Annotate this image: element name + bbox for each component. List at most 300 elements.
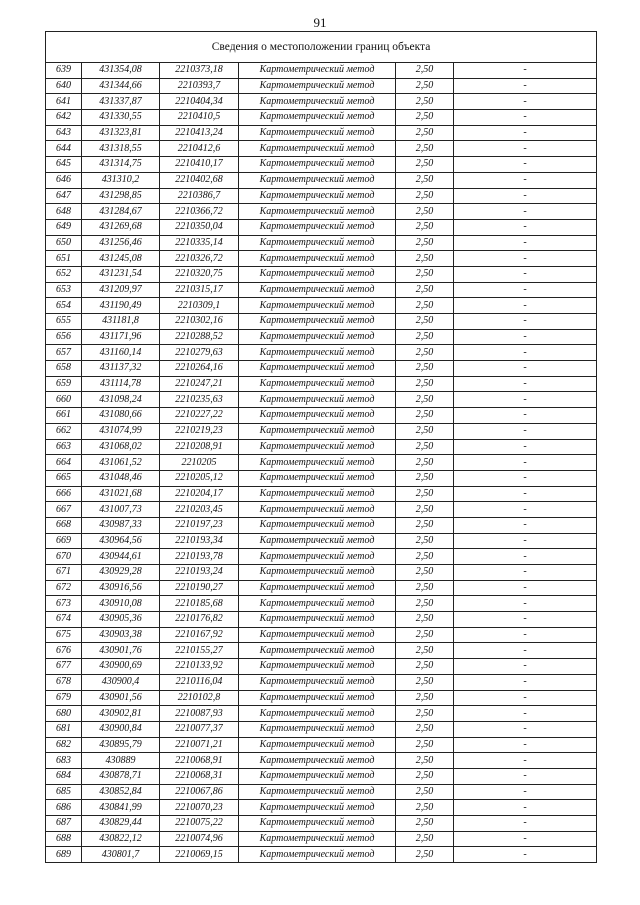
coordinate-y-cell: 2210309,1: [160, 298, 239, 314]
point-number-cell: 639: [46, 63, 82, 79]
point-number-cell: 644: [46, 141, 82, 157]
description-cell: -: [454, 502, 597, 518]
method-cell: Картометрический метод: [239, 251, 396, 267]
table-row: [46, 157, 597, 173]
accuracy-cell: 2,50: [396, 172, 454, 188]
coordinate-x-cell: 430910,08: [82, 596, 160, 612]
point-number-cell: 660: [46, 392, 82, 408]
coordinate-y-cell: 2210204,17: [160, 486, 239, 502]
coordinate-x-cell: 430902,81: [82, 706, 160, 722]
coordinate-y-cell: 2210315,17: [160, 282, 239, 298]
coordinate-y-cell: 2210227,22: [160, 408, 239, 424]
accuracy-cell: 2,50: [396, 643, 454, 659]
coordinate-x-cell: 430929,28: [82, 565, 160, 581]
coordinate-y-cell: 2210205: [160, 455, 239, 471]
description-cell: -: [454, 110, 597, 126]
description-cell: -: [454, 63, 597, 79]
table-row: [46, 298, 597, 314]
coordinate-x-cell: 431231,54: [82, 266, 160, 282]
table-row: [46, 408, 597, 424]
table-row: [46, 361, 597, 377]
method-cell: Картометрический метод: [239, 580, 396, 596]
table-row: [46, 784, 597, 800]
coordinate-x-cell: 430801,7: [82, 847, 160, 863]
method-cell: Картометрический метод: [239, 125, 396, 141]
method-cell: Картометрический метод: [239, 423, 396, 439]
description-cell: -: [454, 361, 597, 377]
method-cell: Картометрический метод: [239, 188, 396, 204]
coordinate-y-cell: 2210335,14: [160, 235, 239, 251]
coordinate-y-cell: 2210247,21: [160, 376, 239, 392]
table-row: [46, 565, 597, 581]
table-row: [46, 235, 597, 251]
coordinate-x-cell: 431074,99: [82, 423, 160, 439]
description-cell: -: [454, 486, 597, 502]
accuracy-cell: 2,50: [396, 345, 454, 361]
point-number-cell: 641: [46, 94, 82, 110]
coordinate-x-cell: 430905,36: [82, 612, 160, 628]
coordinate-x-cell: 430987,33: [82, 517, 160, 533]
accuracy-cell: 2,50: [396, 439, 454, 455]
coordinate-y-cell: 2210208,91: [160, 439, 239, 455]
point-number-cell: 647: [46, 188, 82, 204]
description-cell: -: [454, 298, 597, 314]
method-cell: Картометрический метод: [239, 565, 396, 581]
coordinate-y-cell: 2210404,34: [160, 94, 239, 110]
description-cell: -: [454, 94, 597, 110]
method-cell: Картометрический метод: [239, 172, 396, 188]
table-row: [46, 659, 597, 675]
description-cell: -: [454, 831, 597, 847]
method-cell: Картометрический метод: [239, 470, 396, 486]
point-number-cell: 667: [46, 502, 82, 518]
method-cell: Картометрический метод: [239, 643, 396, 659]
coordinate-y-cell: 2210071,21: [160, 737, 239, 753]
table-row: [46, 78, 597, 94]
point-number-cell: 684: [46, 768, 82, 784]
description-cell: -: [454, 470, 597, 486]
method-cell: Картометрический метод: [239, 345, 396, 361]
description-cell: -: [454, 706, 597, 722]
table-row: [46, 423, 597, 439]
description-cell: -: [454, 251, 597, 267]
table-row: [46, 596, 597, 612]
method-cell: Картометрический метод: [239, 392, 396, 408]
coordinate-y-cell: 2210067,86: [160, 784, 239, 800]
description-cell: -: [454, 188, 597, 204]
coordinate-y-cell: 2210185,68: [160, 596, 239, 612]
coordinate-y-cell: 2210075,22: [160, 816, 239, 832]
coordinate-x-cell: 431114,78: [82, 376, 160, 392]
accuracy-cell: 2,50: [396, 768, 454, 784]
accuracy-cell: 2,50: [396, 784, 454, 800]
coordinate-y-cell: 2210410,17: [160, 157, 239, 173]
coordinate-x-cell: 431048,46: [82, 470, 160, 486]
point-number-cell: 648: [46, 204, 82, 220]
table-row: [46, 690, 597, 706]
point-number-cell: 674: [46, 612, 82, 628]
coordinate-x-cell: 431209,97: [82, 282, 160, 298]
accuracy-cell: 2,50: [396, 141, 454, 157]
method-cell: Картометрический метод: [239, 157, 396, 173]
point-number-cell: 680: [46, 706, 82, 722]
coordinate-x-cell: 430964,56: [82, 533, 160, 549]
accuracy-cell: 2,50: [396, 706, 454, 722]
accuracy-cell: 2,50: [396, 847, 454, 863]
point-number-cell: 679: [46, 690, 82, 706]
point-number-cell: 664: [46, 455, 82, 471]
point-number-cell: 656: [46, 329, 82, 345]
description-cell: -: [454, 282, 597, 298]
description-cell: -: [454, 753, 597, 769]
accuracy-cell: 2,50: [396, 800, 454, 816]
coordinate-y-cell: 2210393,7: [160, 78, 239, 94]
coordinate-x-cell: 430900,84: [82, 721, 160, 737]
point-number-cell: 640: [46, 78, 82, 94]
boundary-table-container: [45, 31, 596, 863]
method-cell: Картометрический метод: [239, 847, 396, 863]
table-row: [46, 627, 597, 643]
coordinate-x-cell: 430944,61: [82, 549, 160, 565]
table-row: [46, 251, 597, 267]
method-cell: Картометрический метод: [239, 816, 396, 832]
accuracy-cell: 2,50: [396, 408, 454, 424]
coordinate-y-cell: 2210413,24: [160, 125, 239, 141]
description-cell: -: [454, 721, 597, 737]
coordinate-x-cell: 431137,32: [82, 361, 160, 377]
coordinate-x-cell: 431080,66: [82, 408, 160, 424]
table-row: [46, 345, 597, 361]
coordinate-y-cell: 2210279,63: [160, 345, 239, 361]
method-cell: Картометрический метод: [239, 63, 396, 79]
coordinate-x-cell: 431068,02: [82, 439, 160, 455]
coordinate-y-cell: 2210320,75: [160, 266, 239, 282]
description-cell: -: [454, 439, 597, 455]
coordinate-x-cell: 430841,99: [82, 800, 160, 816]
description-cell: -: [454, 768, 597, 784]
table-row: [46, 612, 597, 628]
point-number-cell: 672: [46, 580, 82, 596]
point-number-cell: 649: [46, 219, 82, 235]
table-row: [46, 847, 597, 863]
table-row: [46, 643, 597, 659]
accuracy-cell: 2,50: [396, 235, 454, 251]
table-row: [46, 706, 597, 722]
method-cell: Картометрический метод: [239, 235, 396, 251]
coordinate-y-cell: 2210402,68: [160, 172, 239, 188]
coordinate-y-cell: 2210167,92: [160, 627, 239, 643]
table-row: [46, 768, 597, 784]
point-number-cell: 645: [46, 157, 82, 173]
point-number-cell: 650: [46, 235, 82, 251]
coordinate-x-cell: 430903,38: [82, 627, 160, 643]
description-cell: -: [454, 627, 597, 643]
table-row: [46, 172, 597, 188]
coordinate-y-cell: 2210193,78: [160, 549, 239, 565]
description-cell: -: [454, 219, 597, 235]
coordinate-x-cell: 430916,56: [82, 580, 160, 596]
point-number-cell: 676: [46, 643, 82, 659]
method-cell: Картометрический метод: [239, 831, 396, 847]
point-number-cell: 652: [46, 266, 82, 282]
table-row: [46, 831, 597, 847]
description-cell: -: [454, 533, 597, 549]
method-cell: Картометрический метод: [239, 753, 396, 769]
accuracy-cell: 2,50: [396, 690, 454, 706]
accuracy-cell: 2,50: [396, 282, 454, 298]
table-row: [46, 392, 597, 408]
description-cell: -: [454, 565, 597, 581]
table-row: [46, 63, 597, 79]
coordinate-y-cell: 2210155,27: [160, 643, 239, 659]
description-cell: -: [454, 329, 597, 345]
point-number-cell: 657: [46, 345, 82, 361]
table-row: [46, 737, 597, 753]
point-number-cell: 687: [46, 816, 82, 832]
section-title: Сведения о местоположении границ объекта: [46, 32, 597, 63]
point-number-cell: 662: [46, 423, 82, 439]
coordinate-x-cell: 431314,75: [82, 157, 160, 173]
method-cell: Картометрический метод: [239, 502, 396, 518]
method-cell: Картометрический метод: [239, 549, 396, 565]
description-cell: -: [454, 659, 597, 675]
method-cell: Картометрический метод: [239, 659, 396, 675]
coordinate-x-cell: 431318,55: [82, 141, 160, 157]
description-cell: -: [454, 125, 597, 141]
description-cell: -: [454, 816, 597, 832]
accuracy-cell: 2,50: [396, 737, 454, 753]
coordinate-x-cell: 430901,56: [82, 690, 160, 706]
method-cell: Картометрический метод: [239, 110, 396, 126]
description-cell: -: [454, 376, 597, 392]
coordinate-x-cell: 431256,46: [82, 235, 160, 251]
coordinate-y-cell: 2210205,12: [160, 470, 239, 486]
accuracy-cell: 2,50: [396, 361, 454, 377]
method-cell: Картометрический метод: [239, 439, 396, 455]
accuracy-cell: 2,50: [396, 78, 454, 94]
description-cell: -: [454, 690, 597, 706]
method-cell: Картометрический метод: [239, 690, 396, 706]
description-cell: -: [454, 847, 597, 863]
boundary-table: [45, 31, 597, 863]
method-cell: Картометрический метод: [239, 674, 396, 690]
table-row: [46, 329, 597, 345]
accuracy-cell: 2,50: [396, 298, 454, 314]
coordinate-x-cell: 431190,49: [82, 298, 160, 314]
accuracy-cell: 2,50: [396, 329, 454, 345]
method-cell: Картометрический метод: [239, 314, 396, 330]
description-cell: -: [454, 580, 597, 596]
method-cell: Картометрический метод: [239, 204, 396, 220]
description-cell: -: [454, 455, 597, 471]
point-number-cell: 677: [46, 659, 82, 675]
table-row: [46, 486, 597, 502]
coordinate-y-cell: 2210070,23: [160, 800, 239, 816]
coordinate-y-cell: 2210077,37: [160, 721, 239, 737]
accuracy-cell: 2,50: [396, 659, 454, 675]
accuracy-cell: 2,50: [396, 721, 454, 737]
description-cell: -: [454, 235, 597, 251]
point-number-cell: 654: [46, 298, 82, 314]
method-cell: Картометрический метод: [239, 627, 396, 643]
coordinate-y-cell: 2210366,72: [160, 204, 239, 220]
table-row: [46, 580, 597, 596]
table-row: [46, 314, 597, 330]
accuracy-cell: 2,50: [396, 423, 454, 439]
coordinate-y-cell: 2210219,23: [160, 423, 239, 439]
accuracy-cell: 2,50: [396, 831, 454, 847]
point-number-cell: 678: [46, 674, 82, 690]
method-cell: Картометрический метод: [239, 141, 396, 157]
coordinate-x-cell: 430829,44: [82, 816, 160, 832]
description-cell: -: [454, 266, 597, 282]
table-row: [46, 753, 597, 769]
accuracy-cell: 2,50: [396, 63, 454, 79]
description-cell: -: [454, 172, 597, 188]
coordinate-x-cell: 431245,08: [82, 251, 160, 267]
table-row: [46, 721, 597, 737]
accuracy-cell: 2,50: [396, 125, 454, 141]
coordinate-x-cell: 431061,52: [82, 455, 160, 471]
method-cell: Картометрический метод: [239, 784, 396, 800]
point-number-cell: 658: [46, 361, 82, 377]
table-row: [46, 94, 597, 110]
description-cell: -: [454, 141, 597, 157]
accuracy-cell: 2,50: [396, 486, 454, 502]
accuracy-cell: 2,50: [396, 517, 454, 533]
coordinate-x-cell: 430822,12: [82, 831, 160, 847]
coordinate-x-cell: 431269,68: [82, 219, 160, 235]
description-cell: -: [454, 737, 597, 753]
accuracy-cell: 2,50: [396, 455, 454, 471]
coordinate-x-cell: 430895,79: [82, 737, 160, 753]
description-cell: -: [454, 674, 597, 690]
description-cell: -: [454, 157, 597, 173]
accuracy-cell: 2,50: [396, 314, 454, 330]
method-cell: Картометрический метод: [239, 768, 396, 784]
method-cell: Картометрический метод: [239, 737, 396, 753]
coordinate-y-cell: 2210302,16: [160, 314, 239, 330]
point-number-cell: 669: [46, 533, 82, 549]
coordinate-y-cell: 2210133,92: [160, 659, 239, 675]
method-cell: Картометрический метод: [239, 486, 396, 502]
accuracy-cell: 2,50: [396, 627, 454, 643]
coordinate-y-cell: 2210412,6: [160, 141, 239, 157]
table-row: [46, 502, 597, 518]
coordinate-y-cell: 2210068,91: [160, 753, 239, 769]
accuracy-cell: 2,50: [396, 533, 454, 549]
coordinate-x-cell: 431007,73: [82, 502, 160, 518]
point-number-cell: 642: [46, 110, 82, 126]
coordinate-x-cell: 431181,8: [82, 314, 160, 330]
method-cell: Картометрический метод: [239, 612, 396, 628]
method-cell: Картометрический метод: [239, 706, 396, 722]
method-cell: Картометрический метод: [239, 455, 396, 471]
point-number-cell: 665: [46, 470, 82, 486]
method-cell: Картометрический метод: [239, 78, 396, 94]
point-number-cell: 670: [46, 549, 82, 565]
table-row: [46, 455, 597, 471]
description-cell: -: [454, 800, 597, 816]
coordinate-x-cell: 430901,76: [82, 643, 160, 659]
table-row: [46, 204, 597, 220]
description-cell: -: [454, 549, 597, 565]
table-row: [46, 439, 597, 455]
point-number-cell: 666: [46, 486, 82, 502]
coordinate-x-cell: 430852,84: [82, 784, 160, 800]
coordinate-x-cell: 431298,85: [82, 188, 160, 204]
accuracy-cell: 2,50: [396, 816, 454, 832]
coordinate-x-cell: 431323,81: [82, 125, 160, 141]
method-cell: Картометрический метод: [239, 94, 396, 110]
table-row: [46, 376, 597, 392]
accuracy-cell: 2,50: [396, 110, 454, 126]
accuracy-cell: 2,50: [396, 157, 454, 173]
accuracy-cell: 2,50: [396, 753, 454, 769]
description-cell: -: [454, 643, 597, 659]
point-number-cell: 688: [46, 831, 82, 847]
coordinate-y-cell: 2210116,04: [160, 674, 239, 690]
description-cell: -: [454, 345, 597, 361]
table-row: [46, 533, 597, 549]
coordinate-y-cell: 2210288,52: [160, 329, 239, 345]
point-number-cell: 686: [46, 800, 82, 816]
coordinate-x-cell: 431021,68: [82, 486, 160, 502]
table-row: [46, 266, 597, 282]
description-cell: -: [454, 392, 597, 408]
method-cell: Картометрический метод: [239, 408, 396, 424]
accuracy-cell: 2,50: [396, 392, 454, 408]
table-row: [46, 470, 597, 486]
coordinate-y-cell: 2210193,24: [160, 565, 239, 581]
coordinate-x-cell: 431344,66: [82, 78, 160, 94]
table-row: [46, 110, 597, 126]
coordinate-y-cell: 2210264,16: [160, 361, 239, 377]
point-number-cell: 659: [46, 376, 82, 392]
description-cell: -: [454, 517, 597, 533]
method-cell: Картометрический метод: [239, 721, 396, 737]
point-number-cell: 655: [46, 314, 82, 330]
point-number-cell: 646: [46, 172, 82, 188]
point-number-cell: 685: [46, 784, 82, 800]
description-cell: -: [454, 423, 597, 439]
point-number-cell: 673: [46, 596, 82, 612]
description-cell: -: [454, 408, 597, 424]
table-row: [46, 549, 597, 565]
method-cell: Картометрический метод: [239, 533, 396, 549]
table-row: [46, 219, 597, 235]
accuracy-cell: 2,50: [396, 188, 454, 204]
coordinate-x-cell: 430889: [82, 753, 160, 769]
page-number: 91: [313, 15, 327, 30]
point-number-cell: 683: [46, 753, 82, 769]
coordinate-y-cell: 2210326,72: [160, 251, 239, 267]
coordinate-x-cell: 431337,87: [82, 94, 160, 110]
table-row: [46, 517, 597, 533]
coordinate-y-cell: 2210102,8: [160, 690, 239, 706]
description-cell: -: [454, 78, 597, 94]
accuracy-cell: 2,50: [396, 580, 454, 596]
coordinate-y-cell: 2210203,45: [160, 502, 239, 518]
method-cell: Картометрический метод: [239, 219, 396, 235]
accuracy-cell: 2,50: [396, 94, 454, 110]
description-cell: -: [454, 596, 597, 612]
description-cell: -: [454, 204, 597, 220]
coordinate-y-cell: 2210350,04: [160, 219, 239, 235]
coordinate-y-cell: 2210068,31: [160, 768, 239, 784]
method-cell: Картометрический метод: [239, 376, 396, 392]
coordinate-x-cell: 431171,96: [82, 329, 160, 345]
